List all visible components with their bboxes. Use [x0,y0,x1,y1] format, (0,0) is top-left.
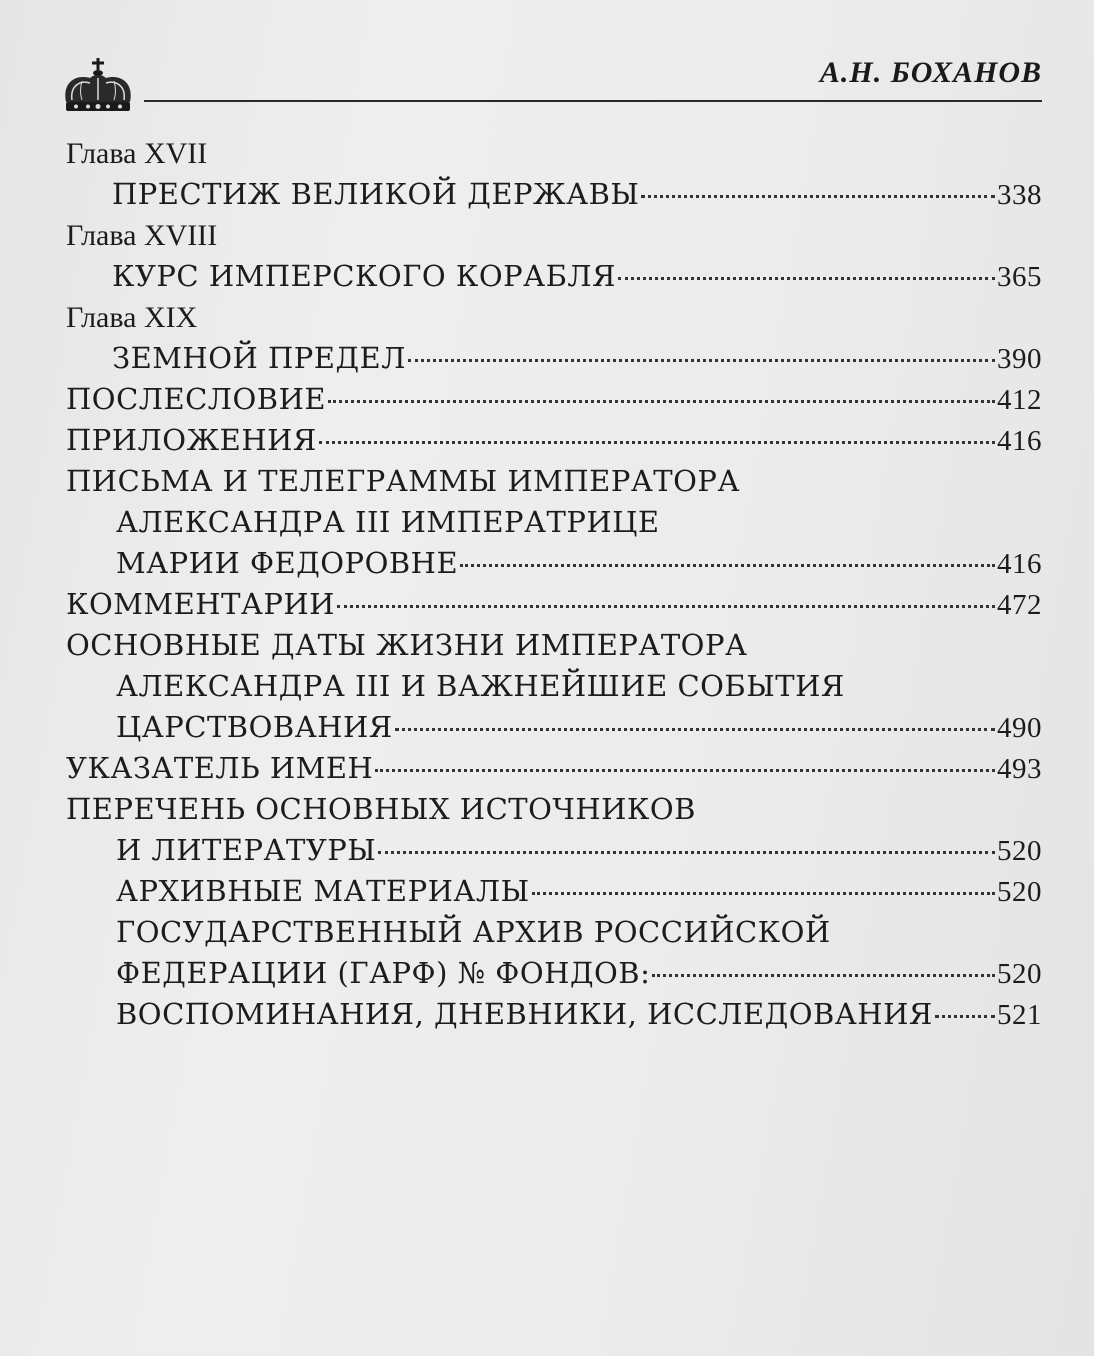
toc-entry-title: ПРИЛОЖЕНИЯ [66,423,317,457]
toc-page-number: 416 [997,425,1042,457]
toc-entry-title: ОСНОВНЫЕ ДАТЫ ЖИЗНИ ИМПЕРАТОРА [66,628,748,662]
toc-entry-title: ЦАРСТВОВАНИЯ [116,710,393,744]
toc-page-number: 472 [997,589,1042,621]
toc-page-number: 490 [997,712,1042,744]
dot-leader [319,440,995,444]
toc-entry [66,666,1042,707]
toc-entry [66,830,1042,871]
toc-entry [66,420,1042,461]
toc-entry [66,912,1042,953]
toc-entry [66,256,1042,297]
toc-chapter-label [66,215,1042,256]
toc-entry-title: МАРИИ ФЕДОРОВНЕ [116,546,459,580]
toc-entry [66,871,1042,912]
dot-leader [375,768,995,772]
toc-entry [66,502,1042,543]
toc-entry [66,953,1042,994]
toc-entry [66,625,1042,666]
toc-entry [66,461,1042,502]
toc-entry [66,379,1042,420]
toc-entry-title: И ЛИТЕРАТУРЫ [116,833,377,867]
toc-chapter-label [66,297,1042,338]
toc-page-number: 412 [997,384,1042,416]
toc-entry-title: Глава XIX [66,301,198,334]
toc-page-number: 521 [997,999,1042,1031]
dot-leader [460,563,995,567]
toc-entry-title: КОММЕНТАРИИ [66,587,335,621]
toc-entry-title: ПРЕСТИЖ ВЕЛИКОЙ ДЕРЖАВЫ [112,177,640,211]
dot-leader [935,1014,995,1018]
toc-entry [66,584,1042,625]
toc-page-number: 520 [997,876,1042,908]
toc-page-number: 416 [997,548,1042,580]
toc-entry-title: Глава XVII [66,137,208,170]
dot-leader [378,850,995,854]
dot-leader [328,399,995,403]
toc-entry-title: ПЕРЕЧЕНЬ ОСНОВНЫХ ИСТОЧНИКОВ [66,792,696,826]
toc-entry [66,748,1042,789]
toc-entry-title: АЛЕКСАНДРА III ИМПЕРАТРИЦЕ [116,505,660,539]
toc-page-number: 520 [997,835,1042,867]
toc-entry-title: АЛЕКСАНДРА III И ВАЖНЕЙШИЕ СОБЫТИЯ [116,669,845,703]
toc-entry [66,174,1042,215]
dot-leader [641,194,995,198]
toc-page-number: 390 [997,343,1042,375]
toc-entry-title: ЗЕМНОЙ ПРЕДЕЛ [112,341,406,375]
toc-entry-title: Глава XVIII [66,219,218,252]
toc-entry [66,338,1042,379]
toc-entry [66,789,1042,830]
header-author: А.Н. БОХАНОВ [819,56,1042,89]
toc-chapter-label [66,133,1042,174]
toc-entry-title: КУРС ИМПЕРСКОГО КОРАБЛЯ [112,259,617,293]
dot-leader [652,973,995,977]
table-of-contents [66,133,1042,1035]
toc-entry-title: УКАЗАТЕЛЬ ИМЕН [66,751,374,785]
toc-entry-title: АРХИВНЫЕ МАТЕРИАЛЫ [116,874,530,908]
header-rule [144,100,1042,102]
toc-entry-title: ФЕДЕРАЦИИ (ГАРФ) № ФОНДОВ: [116,956,651,990]
toc-page-number: 493 [997,753,1042,785]
toc-entry-title: ПОСЛЕСЛОВИЕ [66,382,327,416]
toc-page-number: 365 [997,261,1042,293]
dot-leader [618,276,995,280]
crown-icon [60,56,136,120]
dot-leader [408,358,995,362]
dot-leader [395,727,995,731]
dot-leader [532,891,995,895]
running-header [0,0,1094,110]
dot-leader [337,604,995,608]
toc-page-number: 338 [997,179,1042,211]
toc-entry [66,707,1042,748]
toc-entry-title: ГОСУДАРСТВЕННЫЙ АРХИВ РОССИЙСКОЙ [116,915,831,949]
toc-entry [66,543,1042,584]
toc-entry [66,994,1042,1035]
toc-page-number: 520 [997,958,1042,990]
toc-entry-title: ПИСЬМА И ТЕЛЕГРАММЫ ИМПЕРАТОРА [66,464,740,498]
toc-entry-title: ВОСПОМИНАНИЯ, ДНЕВНИКИ, ИССЛЕДОВАНИЯ [116,997,933,1031]
